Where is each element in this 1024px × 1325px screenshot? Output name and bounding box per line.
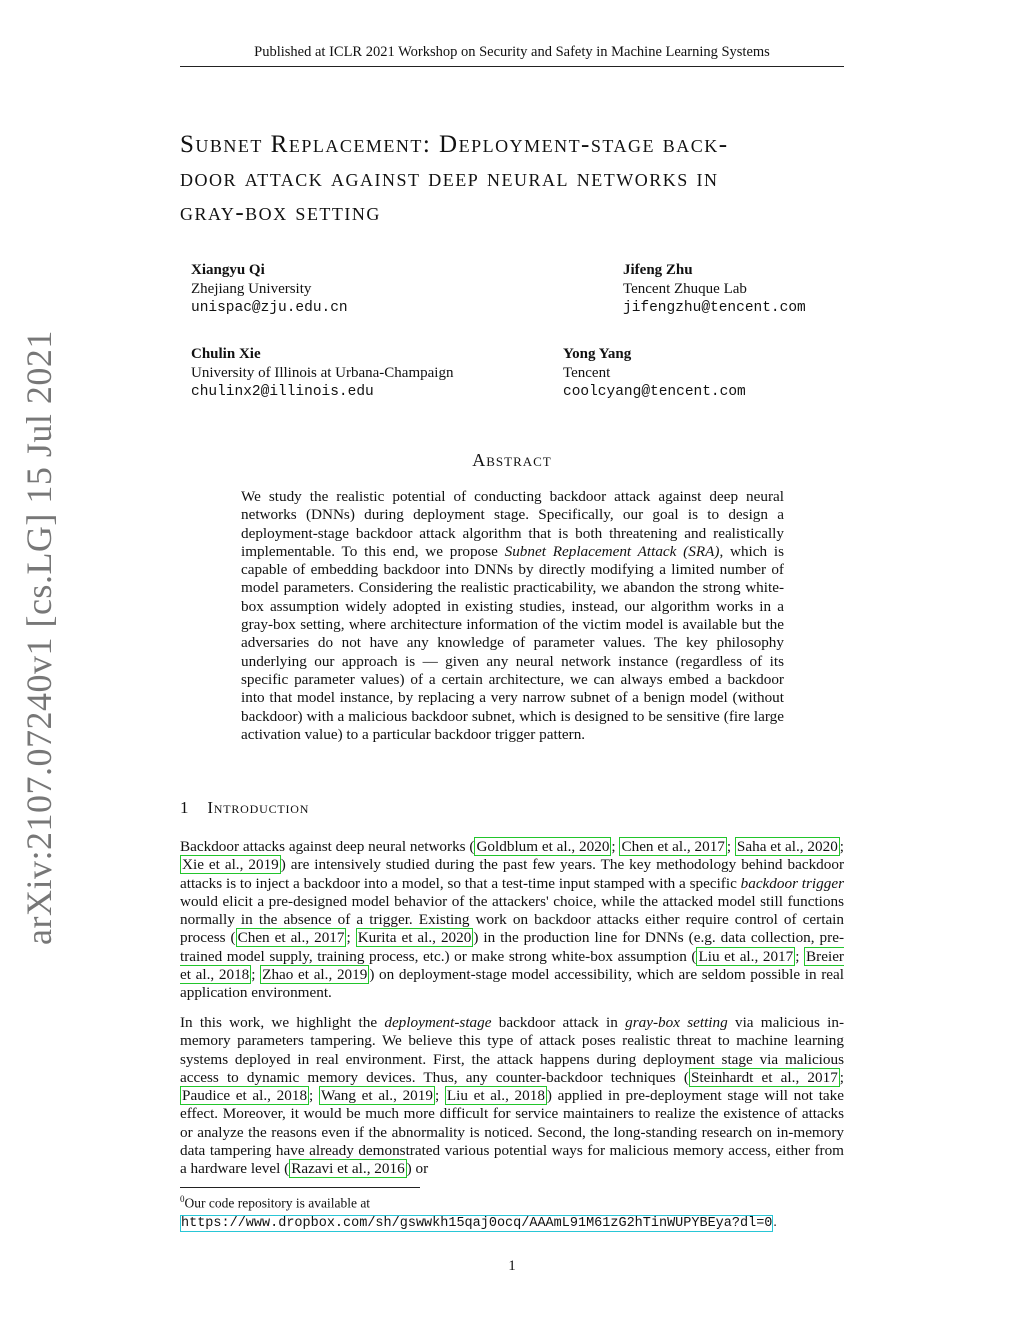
citation-link[interactable]: Chen et al., 2017 (621, 838, 725, 855)
body-text: via malicious in-memory parameters tampering. We believe this type of attack poses realistic threat to machine learning systems deployed in real environment. First, the attack happens during deployment stage via malicious access to dynamic memory devices. Thus, any counter-backdoor techniques ( (180, 1014, 845, 1086)
citation-link[interactable]: Liu et al., 2018 (446, 1087, 545, 1105)
section-title: Introduction (207, 798, 310, 817)
citation-link[interactable]: Goldblum et al., 2020 (476, 838, 610, 855)
citation-link[interactable]: Zhao et al., 2019 (262, 966, 368, 984)
footnote-text: Our code repository is available at (184, 1195, 371, 1211)
body-text: ) are intensively studied during the past few years. The key methodology behind backdoor attacks is to inject a backdoor into a model, so that a test-time input stamped with a specific (180, 856, 845, 892)
body-text: ) or (406, 1160, 429, 1178)
footnote-mark: 0 (180, 1194, 185, 1204)
body-text: ) applied in pre-deployment stage will not take effect. Moreover, it would be much more difficult for service maintainers to realize the existence of attacks or analyze the reasons even if the abnormality is noticed. Second, the long-standing research on in-memory data tampering have already demonstrated various potential ways for malicious memory access, either from a hardware level ( (180, 1087, 844, 1178)
abstract-emphasis: Subnet Replacement Attack (SRA) (504, 542, 720, 560)
intro-paragraph-2: In this work, we highlight the deployment-stage backdoor attack in gray-box setting via malicious in-memory parameters tampering. We believe this type of attack poses realistic threat to machine learning systems deployed in real environment. First, the attack happens during deployment stage via malicious access to dynamic memory devices. Thus, any counter-backdoor techniques ( Steinhardt et al., 2017 ; Paudice et al., 2018 ; Wang et al., 2019 ; Liu et al., 2018 ) applied in pre-deployment stage will not take effect. Moreover, it would be much more difficult for service maintainers to realize the existence of attacks or analyze the reasons even if the abnormality is noticed. Second, the long-standing research on in-memory data tampering have already demonstrated various potential ways for malicious memory access, either from a hardware level ( Razavi et al., 2016 ) or (180, 1014, 845, 1178)
author-email[interactable]: chulinx2@illinois.edu (191, 384, 374, 400)
footnote-end: . (773, 1213, 777, 1229)
arxiv-identifier[interactable]: arXiv:2107.07240v1 [cs.LG] 15 Jul 2021 (19, 330, 59, 945)
citation-link[interactable]: Wang et al., 2019 (320, 1087, 433, 1105)
author-name: Yong Yang (563, 346, 632, 362)
body-text: ) on deployment-stage model accessibility, which are seldom possible in real application environment. (180, 966, 845, 1002)
citation-link[interactable]: Paudice et al., 2018 (182, 1087, 308, 1105)
citation-link[interactable]: Saha et al., 2020 (736, 838, 838, 855)
abstract-text: , which is capable of embedding backdoor into DNNs by directly modifying a limited number of model parameters. Considering the realistic practicability, we abandon the strong white-box assumption widely adopted in existing studies, instead, our algorithm works in a gray-box setting, where architecture information of the victim model is available but the adversaries do not have any knowledge of parameter values. The key philosophy underlying our approach is — given any neural network instance (regardless of its specific parameter values) of a certain architecture, we can always embed a backdoor into that model instance, by replacing a very narrow subnet of a benign model (without backdoor) with a malicious backdoor subnet, which is designed to be sensitive (fire large activation value) to a particular backdoor trigger pattern. (241, 542, 785, 743)
footnote-rule (180, 1187, 420, 1188)
running-header: Published at ICLR 2021 Workshop on Security and Safety in Machine Learning Systems (180, 44, 844, 67)
body-text: Backdoor attacks against deep neural networks ( (180, 838, 475, 855)
citation-link[interactable]: Breier et al., 2018 (180, 947, 844, 984)
section-number: 1 (180, 798, 190, 817)
citation-link[interactable]: Kurita et al., 2020 (357, 929, 472, 947)
body-text: would elicit a pre-designed model behavior of the attackers' choice, while the attacked model still functions normally in the absence of a trigger. Existing work on backdoor attacks either require control of certain process ( (180, 892, 844, 947)
title-line: door attack against deep neural networks in (180, 165, 719, 192)
body-text: backdoor attack in (491, 1014, 626, 1031)
author-name: Jifeng Zhu (623, 262, 693, 278)
repository-link[interactable]: https://www.dropbox.com/sh/gswwkh15qaj0ocq/AAAmL91M61zG2hTinWUPYBEya?dl=0 (181, 1215, 773, 1231)
title-line: Subnet Replacement: Deployment-stage back- (180, 131, 729, 158)
author-affiliation: Zhejiang University (191, 281, 312, 297)
citation-link[interactable]: Liu et al., 2017 (698, 947, 794, 965)
abstract-body (241, 488, 784, 744)
body-emphasis: deployment-stage (384, 1014, 492, 1031)
author-email[interactable]: unispac@zju.edu.cn (191, 300, 348, 316)
citation-link[interactable]: Steinhardt et al., 2017 (690, 1068, 838, 1086)
citation-link[interactable]: Chen et al., 2017 (237, 929, 345, 947)
author-name: Xiangyu Qi (191, 262, 265, 278)
footnote (180, 1190, 844, 1233)
author-name: Chulin Xie (191, 346, 261, 362)
author-email[interactable]: coolcyang@tencent.com (563, 384, 746, 400)
paper-title (180, 128, 844, 230)
body-text: In this work, we highlight the (180, 1014, 385, 1031)
abstract-text: We study the realistic potential of conducting backdoor attack against deep neural networks (DNNs) during deployment stage. Specifically, our goal is to design a deployment-stage backdoor attack algorithm that is both threatening and realistically implementable. To this end, we propose (241, 488, 784, 560)
author-affiliation: University of Illinois at Urbana-Champaign (191, 365, 454, 381)
body-emphasis: backdoor trigger (740, 874, 844, 892)
author-block (191, 345, 453, 402)
body-text: ) in the production line for DNNs (e.g. data collection, pre-trained model supply, training process, etc.) or make strong white-box assumption ( (180, 929, 845, 965)
author-block (623, 261, 806, 318)
body-emphasis: gray-box setting (625, 1014, 728, 1031)
title-line: gray-box setting (180, 199, 381, 226)
author-email[interactable]: jifengzhu@tencent.com (623, 300, 806, 316)
author-affiliation: Tencent Zhuque Lab (623, 281, 747, 297)
intro-paragraph-1: Backdoor attacks against deep neural networks ( Goldblum et al., 2020 ; Chen et al., 2017 ; Saha et al., 2020 ; Xie et al., 2019 ) are intensively studied during the past few years. The key methodology behind backdoor attacks is to inject a backdoor into a model, so that a test-time input stamped with a specific backdoor trigger would elicit a pre-designed model behavior of the attackers' choice, while the attacked model still functions normally in the absence of a trigger. Existing work on backdoor attacks either require control of certain process ( Chen et al., 2017 ; Kurita et al., 2020 ) in the production line for DNNs (e.g. data collection, pre-trained model supply, training process, etc.) or make strong white-box assumption ( Liu et al., 2017 ; Breier et al., 2018 ; Zhao et al., 2019 ) on deployment-stage model accessibility, which are seldom possible in real application environment. (180, 838, 845, 1002)
author-block (191, 261, 348, 318)
citation-link[interactable]: Razavi et al., 2016 (291, 1160, 405, 1178)
citation-link[interactable]: Xie et al., 2019 (182, 856, 279, 874)
page-number: 1 (508, 1258, 516, 1274)
author-affiliation: Tencent (563, 365, 611, 381)
section-heading (180, 798, 309, 818)
abstract-heading: Abstract (472, 450, 552, 470)
author-block (563, 345, 746, 402)
